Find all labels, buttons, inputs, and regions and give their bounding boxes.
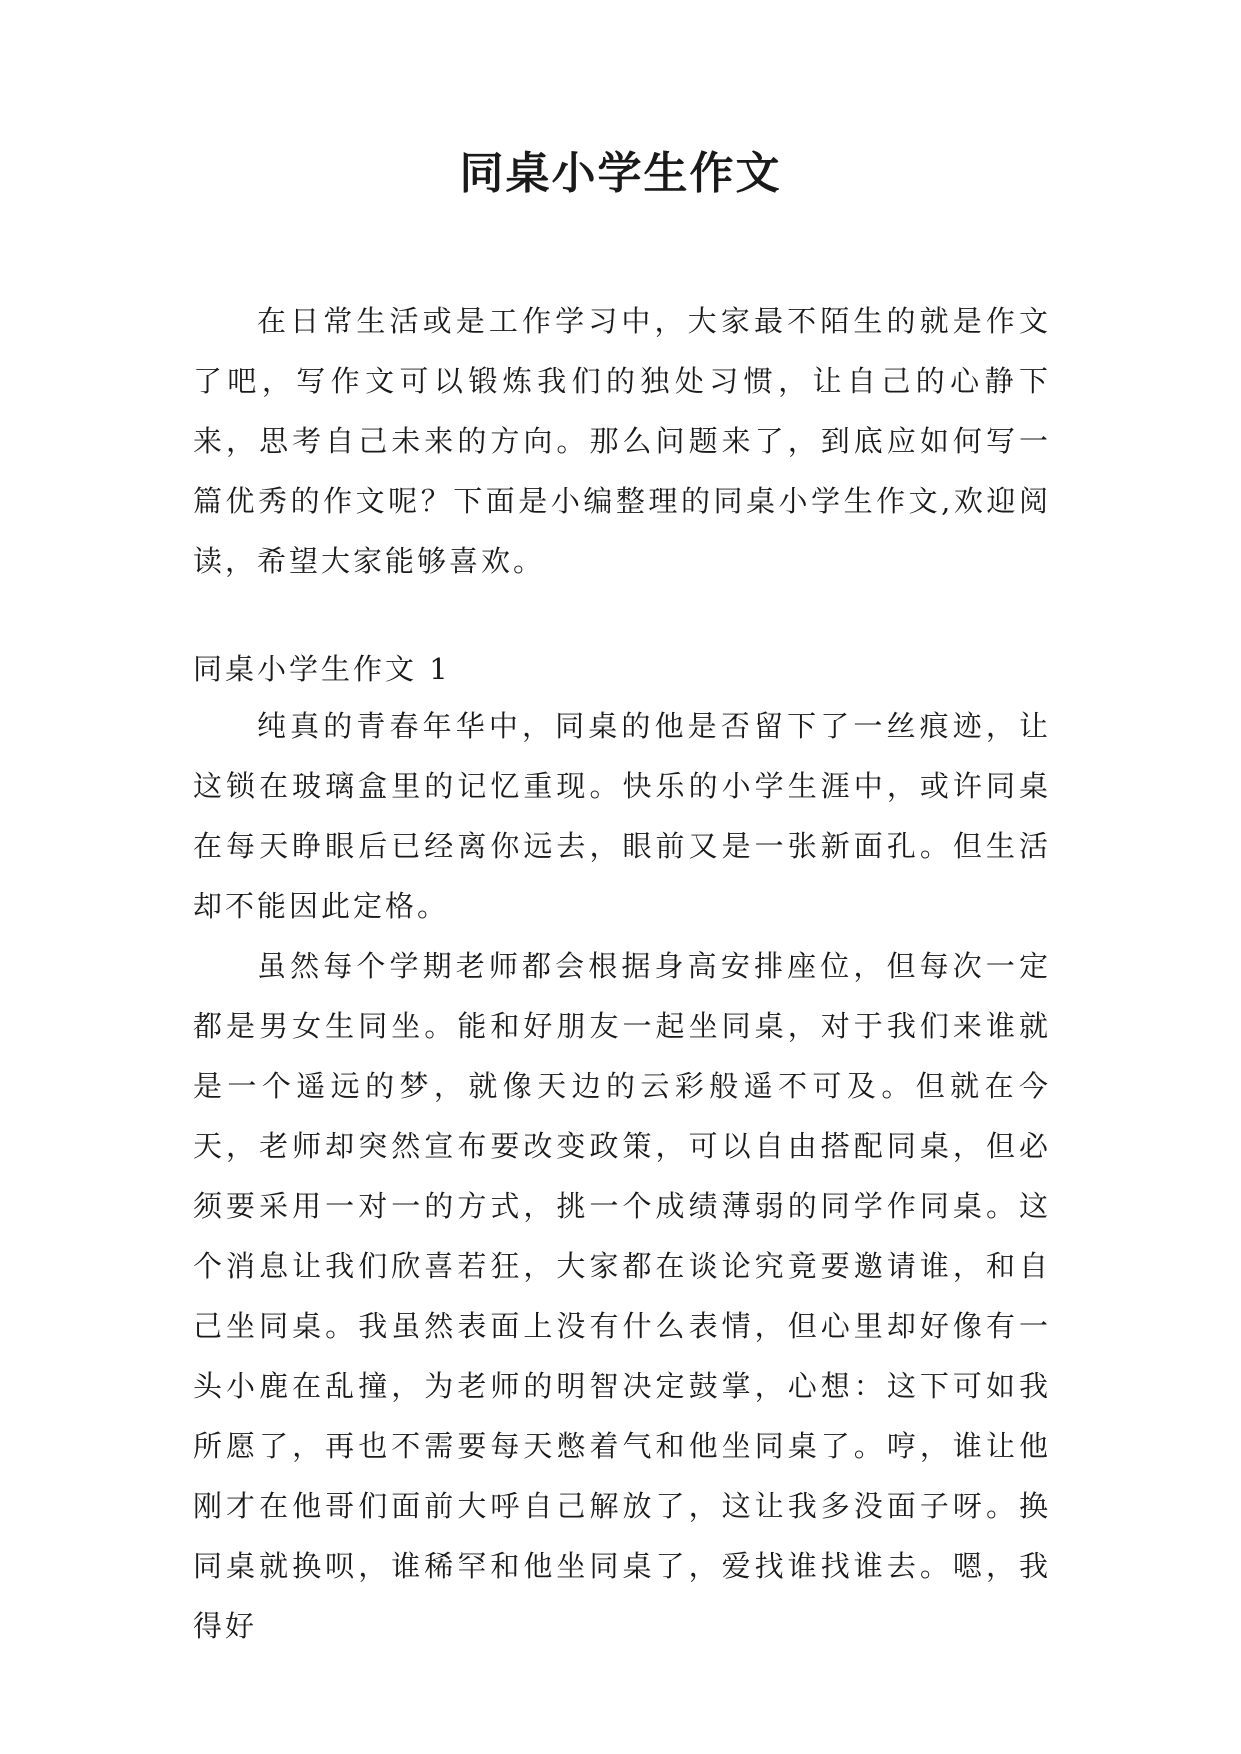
document-title: 同桌小学生作文 (459, 148, 782, 199)
section-heading: 同桌小学生作文 1 (193, 652, 451, 686)
intro-paragraph: 在日常生活或是工作学习中，大家最不陌生的就是作文了吧，写作文可以锻炼我们的独处习惯，让自己的心静下来，思考自己未来的方向。那么问题来了，到底应如何写一篇优秀的作文呢？下面是小编整理的同桌小学生作文,欢迎阅读，希望大家能够喜欢。 (193, 304, 1051, 578)
section-paragraph-1: 纯真的青春年华中，同桌的他是否留下了一丝痕迹，让这锁在玻璃盒里的记忆重现。快乐的小学生涯中，或许同桌在每天睁眼后已经离你远去，眼前又是一张新面孔。但生活却不能因此定格。 (193, 709, 1051, 923)
section-paragraph-2: 虽然每个学期老师都会根据身高安排座位，但每次一定都是男女生同坐。能和好朋友一起坐同桌，对于我们来谁就是一个遥远的梦，就像天边的云彩般遥不可及。但就在今天，老师却突然宣布要改变政策，可以自由搭配同桌，但必须要采用一对一的方式，挑一个成绩薄弱的同学作同桌。这个消息让我们欣喜若狂，大家都在谈论究竟要邀请谁，和自己坐同桌。我虽然表面上没有什么表情，但心里却好像有一头小鹿在乱撞，为老师的明智决定鼓掌，心想：这下可如我所愿了，再也不需要每天憋着气和他坐同桌了。哼，谁让他刚才在他哥们面前大呼自己解放了，这让我多没面子呀。换同桌就换呗，谁稀罕和他坐同桌了，爱找谁找谁去。嗯，我得好 (193, 949, 1051, 1643)
